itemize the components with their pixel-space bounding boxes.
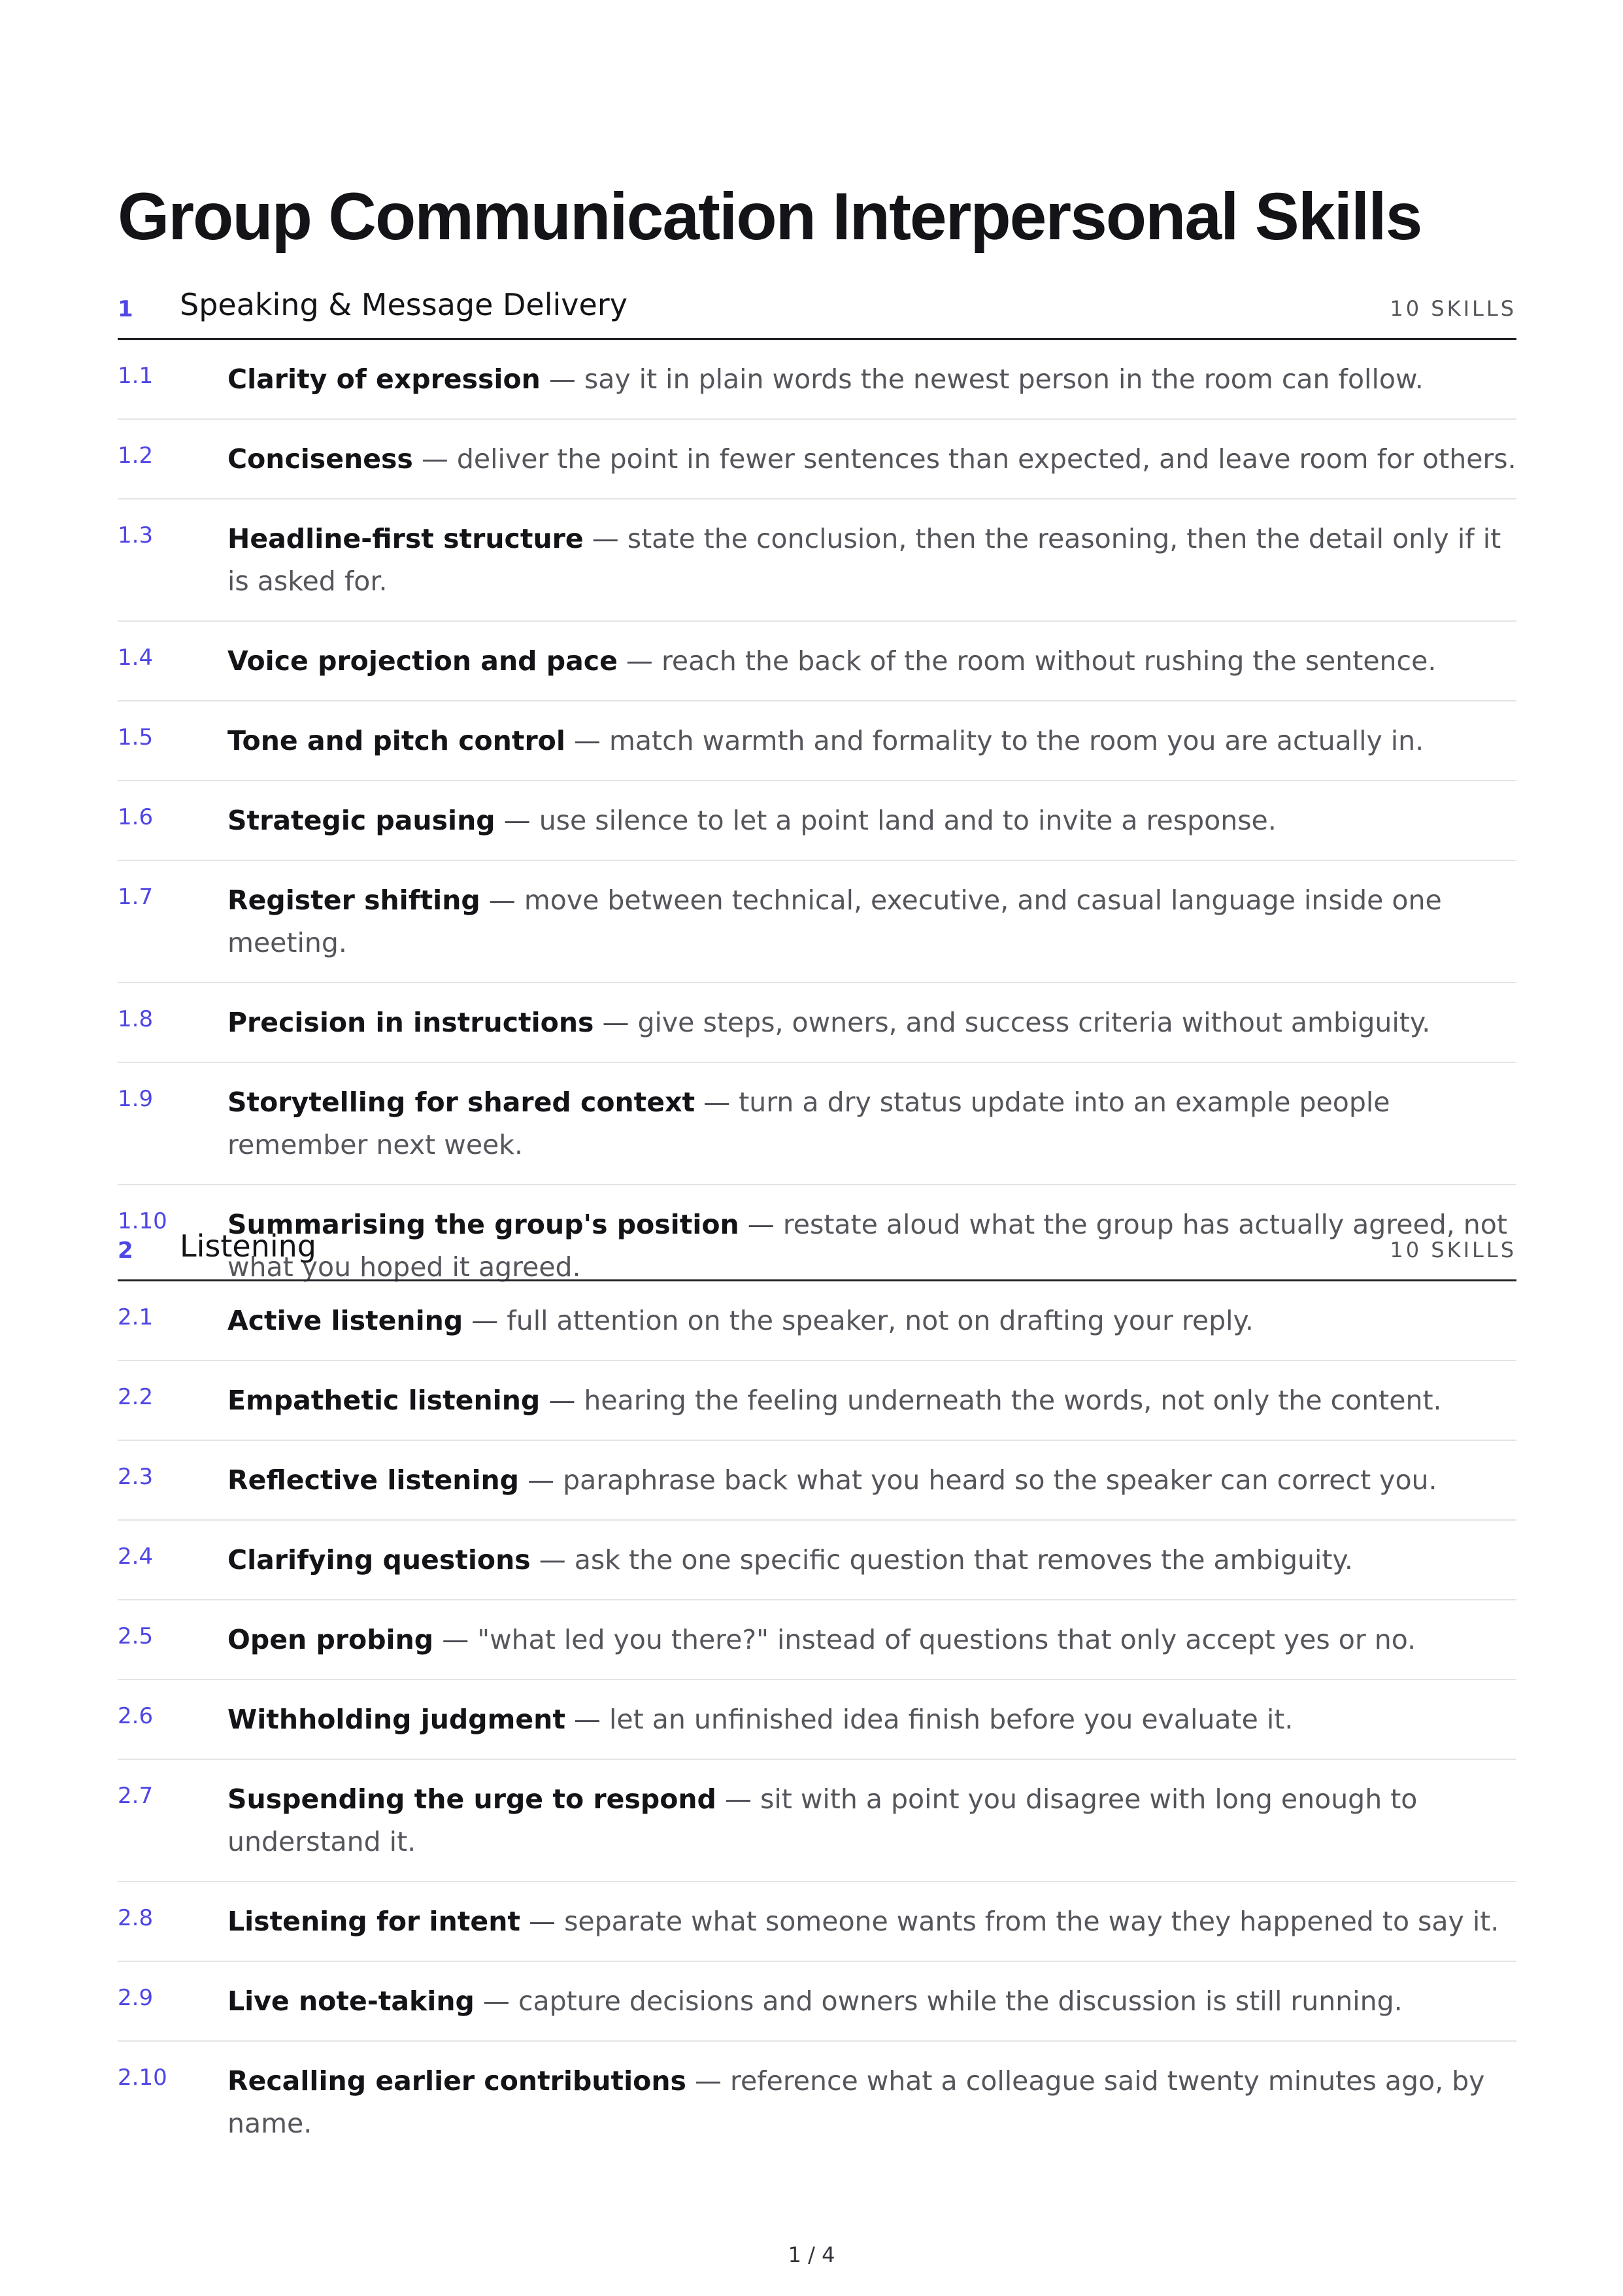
skill-number: 2.8 (118, 1905, 154, 1931)
page-title: Group Communication Interpersonal Skills (118, 179, 1422, 254)
skill-name: Reflective listening (227, 1464, 520, 1496)
skill-name: Register shifting (227, 885, 480, 916)
skill-description: reach the back of the room without rushing the sentence. (661, 645, 1437, 677)
skill-text: Storytelling for shared context — turn a dry status update into an example people remember next week. (227, 1087, 1390, 1160)
skill-description: hearing the feeling underneath the words, not only the content. (584, 1385, 1442, 1416)
skill-text: Precision in instructions — give steps, owners, and success criteria without ambiguity. (227, 1007, 1431, 1038)
skill-item (118, 1521, 1516, 1600)
skill-description: ask the one specific question that removes the ambiguity. (574, 1544, 1353, 1576)
skill-number: 1.2 (118, 443, 154, 469)
page-number: 1 / 4 (788, 2242, 835, 2267)
skill-description: use silence to let a point land and to invite a response. (539, 805, 1277, 836)
skill-name: Listening for intent (227, 1906, 520, 1937)
skill-item (118, 1063, 1516, 1185)
skill-text: Empathetic listening — hearing the feeling underneath the words, not only the content. (227, 1385, 1442, 1416)
section-speaking (118, 271, 1516, 1306)
skill-number: 2.7 (118, 1783, 154, 1809)
section-header (118, 271, 1516, 340)
skill-number: 2.9 (118, 1985, 154, 2011)
skill-item (118, 1441, 1516, 1521)
skill-text: Summarising the group's position — restate aloud what the group has actually agreed, not what you hoped it agreed. (227, 1209, 1507, 1283)
skill-text: Strategic pausing — use silence to let a point land and to invite a response. (227, 805, 1277, 836)
skill-number: 1.10 (118, 1208, 167, 1234)
skill-number: 2.10 (118, 2065, 167, 2091)
skill-description: give steps, owners, and success criteria without ambiguity. (637, 1007, 1431, 1038)
skill-name: Clarity of expression (227, 363, 541, 395)
skill-description: "what led you there?" instead of questions that only accept yes or no. (477, 1624, 1416, 1655)
section-title: Speaking & Message Delivery (180, 287, 627, 322)
skill-name: Empathetic listening (227, 1385, 541, 1416)
skill-item (118, 2042, 1516, 2163)
skill-item (118, 499, 1516, 622)
skill-item (118, 420, 1516, 499)
skill-list (118, 1281, 1516, 2163)
skill-item (118, 701, 1516, 781)
skill-name: Storytelling for shared context (227, 1087, 695, 1118)
skill-item (118, 1600, 1516, 1680)
skill-name: Strategic pausing (227, 805, 495, 836)
skill-name: Withholding judgment (227, 1704, 565, 1735)
skill-number: 1.3 (118, 522, 154, 549)
skill-description: paraphrase back what you heard so the speaker can correct you. (563, 1464, 1437, 1496)
skill-description: reference what a colleague said twenty minutes ago, by name. (227, 2065, 1485, 2139)
section-title: Listening (180, 1228, 316, 1264)
skill-text: Conciseness — deliver the point in fewer sentences than expected, and leave room for others. (227, 443, 1516, 475)
skill-number: 1.8 (118, 1006, 154, 1032)
skill-item (118, 1760, 1516, 1882)
skill-text: Voice projection and pace — reach the back of the room without rushing the sentence. (227, 645, 1437, 677)
skill-text: Active listening — full attention on the speaker, not on drafting your reply. (227, 1305, 1254, 1336)
skill-number: 1.5 (118, 724, 154, 751)
skill-name: Live note-taking (227, 1985, 475, 2017)
skill-item (118, 861, 1516, 983)
skill-description: turn a dry status update into an example people remember next week. (227, 1087, 1390, 1160)
section-skill-count: 10 SKILLS (1390, 296, 1516, 321)
skill-item (118, 340, 1516, 420)
skill-name: Recalling earlier contributions (227, 2065, 686, 2097)
skill-item (118, 1281, 1516, 1361)
skill-number: 1.1 (118, 363, 154, 389)
skill-number: 2.4 (118, 1544, 154, 1570)
skill-description: sit with a point you disagree with long enough to understand it. (227, 1783, 1418, 1857)
skill-number: 1.4 (118, 645, 154, 671)
skill-description: move between technical, executive, and casual language inside one meeting. (227, 885, 1442, 958)
skill-text: Register shifting — move between technical, executive, and casual language inside one meeting. (227, 885, 1442, 958)
section-header (118, 1213, 1516, 1281)
skill-number: 2.5 (118, 1623, 154, 1649)
skill-item (118, 1962, 1516, 2042)
skill-item (118, 983, 1516, 1063)
section-number: 1 (118, 296, 133, 322)
skill-name: Headline-first structure (227, 523, 584, 554)
skill-text: Live note-taking — capture decisions and owners while the discussion is still running. (227, 1985, 1403, 2017)
skill-text: Reflective listening — paraphrase back what you heard so the speaker can correct you. (227, 1464, 1437, 1496)
section-skill-count: 10 SKILLS (1390, 1238, 1516, 1262)
skill-number: 1.9 (118, 1086, 154, 1112)
skill-text: Suspending the urge to respond — sit with a point you disagree with long enough to understand it. (227, 1783, 1418, 1857)
skill-text: Clarifying questions — ask the one specific question that removes the ambiguity. (227, 1544, 1353, 1576)
skill-name: Summarising the group's position (227, 1209, 739, 1240)
skill-text: Withholding judgment — let an unfinished idea finish before you evaluate it. (227, 1704, 1294, 1735)
skill-description: capture decisions and owners while the discussion is still running. (518, 1985, 1403, 2017)
skill-item (118, 781, 1516, 861)
skill-name: Precision in instructions (227, 1007, 594, 1038)
skill-name: Open probing (227, 1624, 434, 1655)
skill-number: 2.6 (118, 1703, 154, 1729)
skill-item (118, 1882, 1516, 1962)
skill-text: Open probing — "what led you there?" instead of questions that only accept yes or no. (227, 1624, 1416, 1655)
skill-item (118, 1361, 1516, 1441)
skill-number: 2.3 (118, 1464, 154, 1490)
skill-number: 1.7 (118, 884, 154, 910)
skill-text: Clarity of expression — say it in plain words the newest person in the room can follow. (227, 363, 1424, 395)
skill-description: state the conclusion, then the reasoning, then the detail only if it is asked for. (227, 523, 1501, 597)
skill-description: let an unfinished idea finish before you evaluate it. (609, 1704, 1294, 1735)
skill-list (118, 340, 1516, 1306)
skill-description: separate what someone wants from the way they happened to say it. (564, 1906, 1499, 1937)
skill-number: 2.1 (118, 1304, 154, 1330)
skill-description: restate aloud what the group has actually agreed, not what you hoped it agreed. (227, 1209, 1507, 1283)
section-listening (118, 1213, 1516, 2163)
skill-name: Clarifying questions (227, 1544, 531, 1576)
skill-item (118, 622, 1516, 701)
skill-text: Headline-first structure — state the conclusion, then the reasoning, then the detail only if it is asked for. (227, 523, 1501, 597)
skill-number: 2.2 (118, 1384, 154, 1410)
skill-number: 1.6 (118, 804, 154, 830)
skill-item (118, 1680, 1516, 1760)
skill-description: say it in plain words the newest person in the room can follow. (584, 363, 1424, 395)
skill-text: Recalling earlier contributions — reference what a colleague said twenty minutes ago, by name. (227, 2065, 1485, 2139)
skill-description: full attention on the speaker, not on drafting your reply. (507, 1305, 1254, 1336)
skill-name: Conciseness (227, 443, 413, 475)
skill-text: Tone and pitch control — match warmth and formality to the room you are actually in. (227, 725, 1424, 756)
section-number: 2 (118, 1238, 133, 1264)
skill-description: match warmth and formality to the room you are actually in. (609, 725, 1424, 756)
skill-name: Voice projection and pace (227, 645, 618, 677)
skill-description: deliver the point in fewer sentences than expected, and leave room for others. (456, 443, 1516, 475)
skill-name: Tone and pitch control (227, 725, 565, 756)
skill-name: Active listening (227, 1305, 463, 1336)
skill-name: Suspending the urge to respond (227, 1783, 716, 1815)
skill-text: Listening for intent — separate what someone wants from the way they happened to say it. (227, 1906, 1499, 1937)
